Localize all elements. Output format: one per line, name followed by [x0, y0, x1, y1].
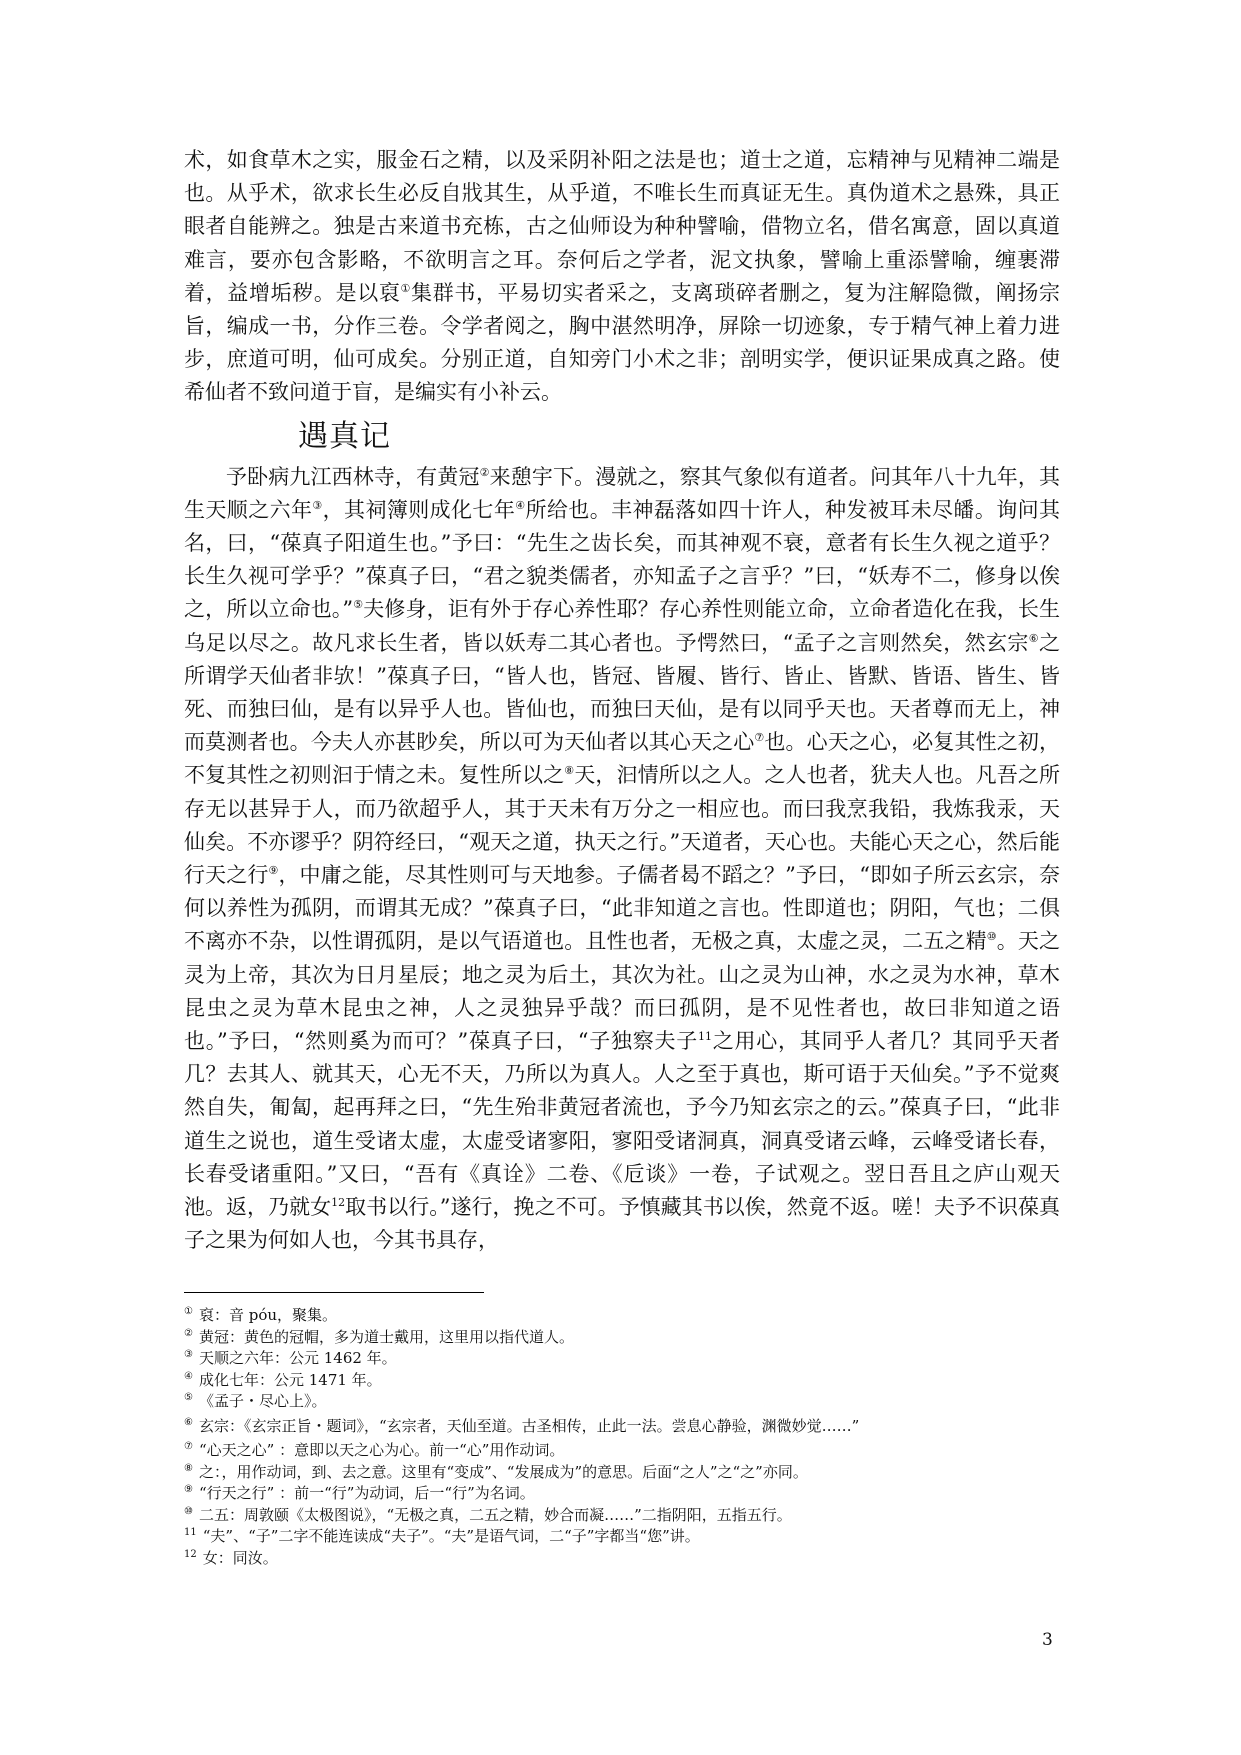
footnote-item: ⑨ “行天之行” ：前一“行”为动词，后一“行”为名词。 — [184, 1484, 535, 1503]
footnote-ref-5[interactable]: ⑤ — [353, 598, 364, 612]
footnote-item: ⑥ 玄宗：《玄宗正旨・题词》，“玄宗者，天仙至道。古圣相传，止此一法。尝息心静验，渊微妙觉……” — [184, 1416, 860, 1435]
intro-paragraph: 术，如食草木之实，服金石之精，以及采阴补阳之法是也；道士之道，忘精神与见精神二端是也。从乎术，欲求长生必反自戕其生，从乎道，不唯长生而真证无生。真伪道术之悬殊，具正眼者自能辨之。独是古来道书充栋，古之仙师设为种种譬喻，借物立名，借名寓意，固以真道难言，要亦包含影略，不欲明言之耳。奈何后之学者，泥文执象，譬喻上重添譬喻，缠裹滞着，益增垢秽。是以裒①集群书，平易切实者采之，支离琐碎者删之，复为注解隐微，阐扬宗旨，编成一书，分作三卷。令学者阅之，胸中湛然明净，屏除一切迹象，专于精气神上着力进步，庶道可明，仙可成矣。分别正道，自知旁门小术之非；剖明实学，便识证果成真之路。使希仙者不致问道于盲，是编实有小补云。 — [184, 148, 1060, 405]
section-heading: 遇真记 — [298, 418, 391, 454]
footnote-item: $^{12}$ 女：同汝。 — [184, 1548, 278, 1567]
footnote-ref-6[interactable]: ⑥ — [1028, 631, 1039, 645]
footnote-ref-12[interactable]: 12 — [331, 1196, 346, 1210]
footnote-ref-7[interactable]: ⑦ — [754, 731, 765, 745]
footnote-ref-10[interactable]: ⑩ — [986, 930, 997, 944]
footnote-item: ② 黄冠：黄色的冠帽，多为道士戴用，这里用以指代道人。 — [184, 1327, 574, 1346]
footnote-item: ⑩ 二五：周敦颐《太极图说》，“无极之真，二五之精，妙合而凝……”二指阴阳，五指五行。 — [184, 1505, 792, 1524]
footnote-ref-3[interactable]: ③ — [312, 498, 323, 512]
footnote-item: ① 裒：音 póu，聚集。 — [184, 1306, 338, 1324]
footnote-item: ⑤ 《孟子・尽心上》。 — [184, 1392, 327, 1411]
footnote-item: ④ 成化七年：公元 1471 年。 — [184, 1370, 382, 1389]
footnote-item: ⑦ “心天之心” ：意即以天之心为心。前一“心”用作动词。 — [184, 1440, 565, 1459]
footnote-ref-1[interactable]: ① — [400, 281, 412, 295]
footnote-ref-2[interactable]: ② — [479, 465, 490, 479]
footnote-item: ⑧ 之：，用作动词，到、去之意。这里有“变成”、“发展成为”的意思。后面“之人”之“之”亦同。 — [184, 1462, 808, 1481]
body-text — [184, 144, 1060, 1258]
footnote-ref-11[interactable]: 11 — [697, 1030, 712, 1044]
footnote-divider — [184, 1292, 484, 1293]
footnote-ref-9[interactable]: ⑨ — [268, 864, 279, 878]
page-number: 3 — [1042, 1630, 1053, 1650]
footnote-item: $^{11}$ “夫”、“子”二字不能连读成“夫子”。“夫”是语气词，二“子”字都当“您”讲。 — [184, 1527, 700, 1546]
footnote-ref-4[interactable]: ④ — [515, 498, 526, 512]
main-paragraph: 予卧病九江西林寺，有黄冠②来憩宇下。漫就之，察其气象似有道者。问其年八十九年，其生天顺之六年③，其祠簿则成化七年④所给也。丰神磊落如四十许人，种发被耳未尽皤。询问其名，曰，“葆真子阳道生也。”予曰：“先生之齿长矣，而其神观不衰，意者有长生久视之道乎？长生久视可学乎？”葆真子曰，“君之貌类儒者，亦知孟子之言乎？”曰，“妖寿不二，修身以俟之，所以立命也。”⑤夫修身，讵有外于存心养性耶？存心养性则能立命，立命者造化在我，长生乌足以尽之。故凡求长生者，皆以妖寿二其心者也。予愕然曰，“孟子之言则然矣，然玄宗⑥之所谓学天仙者非欤！”葆真子曰，“皆人也，皆冠、皆履、皆行、皆止、皆默、皆语、皆生、皆死、而独曰仙，是有以异乎人也。皆仙也，而独曰天仙，是有以同乎天也。天者尊而无上，神而莫测者也。今夫人亦甚眇矣，所以可为天仙者以其心天之心⑦也。心天之心，必复其性之初，不复其性之初则汩于情之未。复性所以之⑧天，汩情所以之人。之人也者，犹夫人也。凡吾之所存无以甚异于人，而乃欲超乎人，其于天未有万分之一相应也。而曰我烹我铅，我炼我汞，天仙矣。不亦谬乎？阴符经曰，“观天之道，执天之行。”天道者，天心也。夫能心天之心，然后能行天之行⑨，中庸之能，尽其性则可与天地参。子儒者曷不蹈之？”予曰，“即如子所云玄宗，奈何以养性为孤阴，而谓其无成？”葆真子曰，“此非知道之言也。性即道也；阴阳，气也；二俱不离亦不杂，以性谓孤阴，是以气语道也。且性也者，无极之真，太虚之灵，二五之精⑩。天之灵为上帝，其次为日月星辰；地之灵为后土，其次为社。山之灵为山神，水之灵为水神，草木昆虫之灵为草木昆虫之神，人之灵独异乎哉？而曰孤阴，是不见性者也，故曰非知道之语也。”予曰，“然则奚为而可？”葆真子曰，“子独察夫子$^{11}$之用心，其同乎人者几？其同乎天者几？去其人、就其天，心无不天，乃所以为真人。人之至于真也，斯可语于天仙矣。”予不觉爽然自失，匍匐，起再拜之曰，“先生殆非黄冠者流也，予今乃知玄宗之的云。”葆真子曰，“此非道生之说也，道生受诸太虚，太虚受诸寥阳，寥阳受诸洞真，洞真受诸云峰，云峰受诸长春，长春受诸重阳。”又曰，“吾有《真诠》二卷、《卮谈》一卷，子试观之。翌日吾且之庐山观天池。返，乃就女$^{12}$取书以行。”遂行，挽之不可。予慎藏其书以俟，然竟不返。嗟！夫予不识葆真子之果为何如人也，今其书具存， — [184, 464, 1061, 1253]
footnote-item: ③ 天顺之六年：公元 1462 年。 — [184, 1349, 397, 1368]
footnote-ref-8[interactable]: ⑧ — [564, 764, 575, 778]
footnotes — [184, 1305, 1084, 1570]
